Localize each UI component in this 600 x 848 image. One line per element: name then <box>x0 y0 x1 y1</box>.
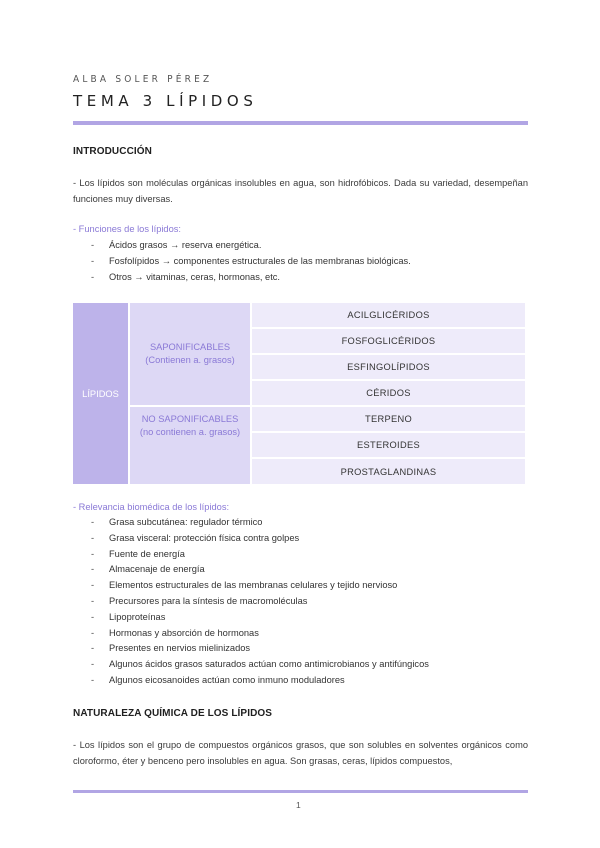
intro-heading: INTRODUCCIÓN <box>73 146 152 157</box>
list-item: - Fuente de energía <box>91 547 429 563</box>
saponifiable-label: SAPONIFICABLES <box>149 342 231 352</box>
relevance-title: - Relevancia biomédica de los lípidos: <box>73 502 230 512</box>
table-item-cell: ESTEROIDES <box>252 433 525 457</box>
list-item: - Otros → vitaminas, ceras, hormonas, etc. <box>91 270 411 286</box>
list-item: - Fosfolípidos → componentes estructurales de las membranas biológicas. <box>91 254 411 270</box>
non-saponifiable-cell <box>130 407 250 484</box>
title-divider <box>73 121 528 125</box>
list-item: - Algunos ácidos grasos saturados actúan como antimicrobianos y antifúngicos <box>91 657 429 673</box>
footer-divider <box>73 790 528 793</box>
table-item-cell: ACILGLICÉRIDOS <box>252 303 525 327</box>
saponifiable-note: (Contienen a. grasos) <box>145 355 235 365</box>
relevance-list <box>91 515 429 689</box>
table-item-cell: CÉRIDOS <box>252 381 525 405</box>
list-item: - Precursores para la síntesis de macromoléculas <box>91 594 429 610</box>
author-name: ALBA SOLER PÉREZ <box>73 74 213 85</box>
list-item: - Hormonas y absorción de hormonas <box>91 626 429 642</box>
list-item: - Presentes en nervios mielinizados <box>91 641 429 657</box>
table-item-cell: FOSFOGLICÉRIDOS <box>252 329 525 353</box>
list-item: - Grasa visceral: protección física contra golpes <box>91 531 429 547</box>
list-item: - Algunos eicosanoides actúan como inmuno moduladores <box>91 673 429 689</box>
list-item: - Almacenaje de energía <box>91 562 429 578</box>
functions-title: - Funciones de los lípidos: <box>73 224 182 234</box>
intro-paragraph: - Los lípidos son moléculas orgánicas insolubles en agua, son hidrofóbicos. Dada su variedad, desempeñan funciones muy diversas. <box>73 178 528 204</box>
saponifiable-cell <box>130 303 250 405</box>
functions-list <box>91 238 411 285</box>
page-title: TEMA 3 LÍPIDOS <box>73 92 258 110</box>
chemistry-heading: NATURALEZA QUÍMICA DE LOS LÍPIDOS <box>73 708 273 719</box>
page-number: 1 <box>296 800 301 810</box>
list-item: - Ácidos grasos → reserva energética. <box>91 238 411 254</box>
non-saponifiable-note: (no contienen a. grasos) <box>139 427 241 437</box>
table-item-cell: PROSTAGLANDINAS <box>252 459 525 484</box>
non-saponifiable-label: NO SAPONIFICABLES <box>141 414 239 424</box>
table-item-cell: ESFINGOLÍPIDOS <box>252 355 525 379</box>
list-item: - Elementos estructurales de las membranas celulares y tejido nervioso <box>91 578 429 594</box>
table-item-cell: TERPENO <box>252 407 525 431</box>
lipids-classification-table <box>73 303 525 484</box>
table-main-cell: LÍPIDOS <box>73 303 128 484</box>
chemistry-paragraph: - Los lípidos son el grupo de compuestos orgánicos grasos, que son solubles en solventes orgánicos como cloroformo, éter y benceno pero insolubles en agua. Son grasas, ceras, lípidos compuestos, <box>73 740 528 766</box>
list-item: - Grasa subcutánea: regulador térmico <box>91 515 429 531</box>
list-item: - Lipoproteínas <box>91 610 429 626</box>
